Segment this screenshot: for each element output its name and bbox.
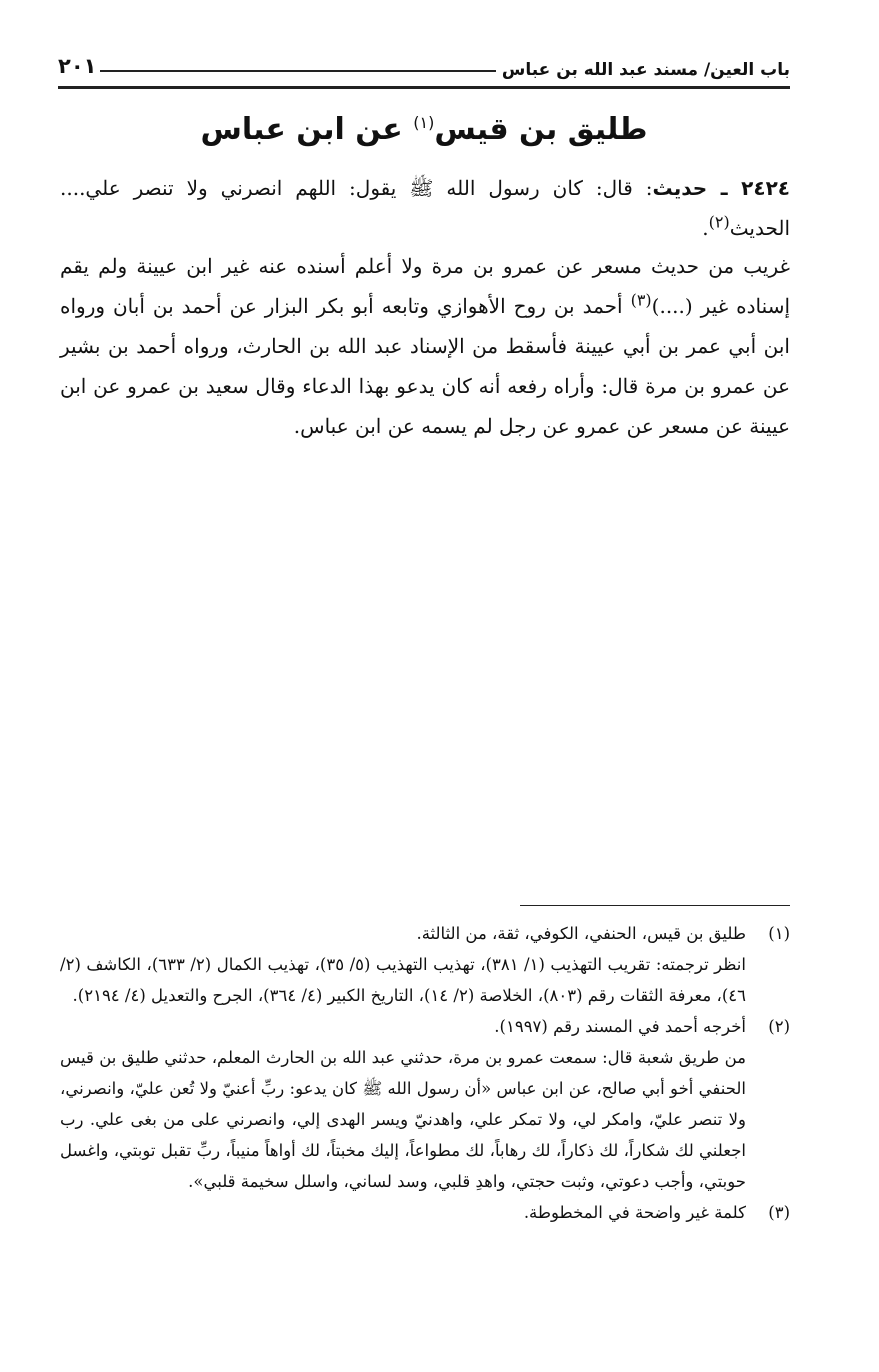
title-text-end: عن ابن عباس <box>200 112 414 147</box>
hadith-entry <box>60 168 790 248</box>
footnotes <box>60 918 790 1228</box>
header-rule <box>100 70 495 72</box>
title-footnote-ref: (١) <box>413 113 435 132</box>
page-number: ٢٠١ <box>58 54 97 78</box>
footnote-separator <box>520 905 790 906</box>
footnote-1 <box>60 918 790 949</box>
section-title <box>58 110 790 150</box>
footnote-text: أخرجه أحمد في المسند رقم (١٩٩٧). <box>494 1017 746 1036</box>
running-head: باب العين/ مسند عبد الله بن عباس <box>501 60 790 80</box>
footnote-3 <box>60 1197 790 1228</box>
footnote-number: (٢) <box>768 1017 790 1036</box>
commentary-footnote-ref: (٣) <box>630 290 652 310</box>
footnote-1-continuation: انظر ترجمته: تقريب التهذيب (١/ ٣٨١)، تهذيب التهذيب (٥/ ٣٥)، تهذيب الكمال (٢/ ٦٣٣)، الكاشف (٢/ ٤٦)، معرفة الثقات رقم (٨٠٣)، الخلاصة (٢/ ١٤)، التاريخ الكبير (٤/ ٣٦٤)، الجرح والتعديل (٤/ ٢١٩٤). <box>60 955 746 1005</box>
hadith-number: ٢٤٢٤ ـ حديث <box>652 176 790 200</box>
page-header <box>58 40 790 84</box>
title-text: طليق بن قيس <box>434 112 648 147</box>
footnote-2 <box>60 1011 790 1042</box>
commentary-part2: أحمد بن روح الأهوازي وتابعه أبو بكر البزار عن أحمد بن أبان ورواه ابن أبي عمر بن أبي عيينة فأسقط من الإسناد عبد الله بن الحارث، ورواه أحمد بن بشير عن عمرو بن مرة قال: وأراه رفعه أنه كان يدعو بهذا الدعاء وقال سعيد بن عمرو عن ابن عيينة عن مسعر عن عمرو عن رجل لم يسمه عن ابن عباس. <box>60 294 790 438</box>
hadith-text: : قال: كان رسول الله ﷺ يقول: اللهم انصرني ولا تنصر علي.... الحديث <box>60 176 790 240</box>
footnote-number: (٣) <box>768 1203 790 1222</box>
footnote-text: كلمة غير واضحة في المخطوطة. <box>523 1203 746 1222</box>
hadith-footnote-ref: (٢) <box>708 212 730 232</box>
footnote-number: (١) <box>768 924 790 943</box>
commentary-paragraph <box>60 246 790 446</box>
hadith-end: . <box>702 216 709 240</box>
header-underline <box>58 86 790 89</box>
commentary-part1: غريب من حديث مسعر عن عمرو بن مرة ولا أعلم أسنده عنه غير ابن عيينة ولم يقم إسناده غير (....) <box>60 254 791 318</box>
footnote-2-continuation: من طريق شعبة قال: سمعت عمرو بن مرة، حدثني عبد الله بن الحارث المعلم، حدثني طليق بن قيس الحنفي أخو أبي صالح، عن ابن عباس «أن رسول الله ﷺ كان يدعو: ربِّ أعنيّ ولا تُعن عليّ، وانصرني، ولا تنصر عليّ، وامكر لي، ولا تمكر علي، واهدنيّ ويسر الهدى إلي، وانصرني على من بغى علي. رب اجعلني لك شكاراً، لك ذكاراً، لك رهاباً، لك مطواعاً، إليك مخبتاً، لك أواهاً منيباً، ربِّ تقبل توبتي، واغسل حوبتي، وأجب دعوتي، وثبت حجتي، واهدِ قلبي، وسد لساني، واسلل سخيمة قلبي». <box>60 1048 746 1191</box>
footnote-text: طليق بن قيس، الحنفي، الكوفي، ثقة، من الثالثة. <box>416 924 746 943</box>
